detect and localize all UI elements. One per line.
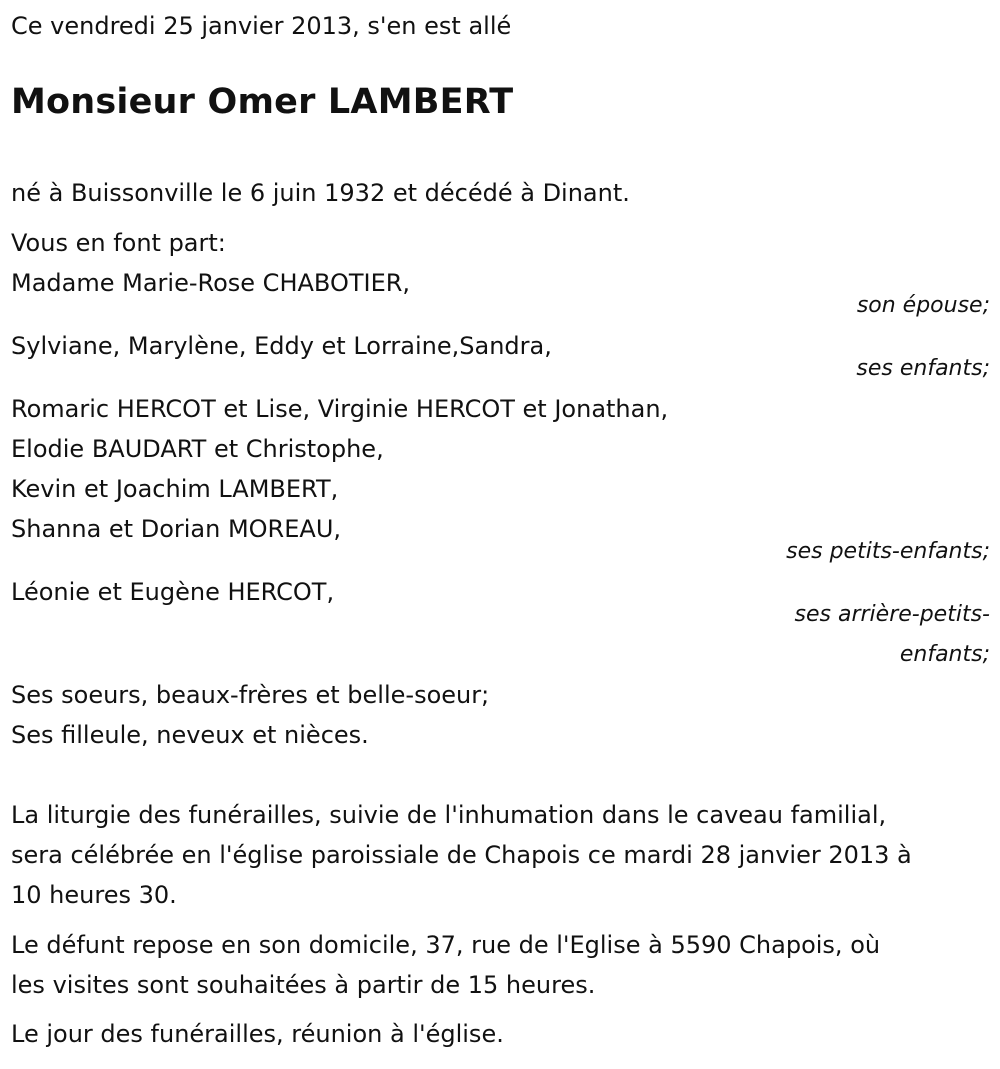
announce-text: Vous en font part: bbox=[11, 229, 226, 257]
spouse-relation-block bbox=[11, 286, 990, 326]
others-line: Ses soeurs, beaux-frères et belle-soeur; bbox=[11, 681, 490, 709]
funeral-line: sera célébrée en l'église paroissiale de Chapois ce mardi 28 janvier 2013 à bbox=[11, 841, 912, 869]
funeral-line: 10 heures 30. bbox=[11, 881, 177, 909]
meeting-text: Le jour des funérailles, réunion à l'église. bbox=[11, 1020, 504, 1048]
grandchildren-line: Shanna et Dorian MOREAU, bbox=[11, 515, 342, 543]
grandchildren-line: Elodie BAUDART et Christophe, bbox=[11, 435, 384, 463]
grandchildren-relation-block bbox=[11, 532, 990, 572]
great-grandchildren-names: Léonie et Eugène HERCOT, bbox=[11, 578, 335, 606]
rest-line: Le défunt repose en son domicile, 37, rue de l'Eglise à 5590 Chapois, où bbox=[11, 931, 881, 959]
children-relation: ses enfants; bbox=[856, 356, 990, 381]
others-section bbox=[11, 675, 990, 755]
great-grandchildren-relation-block bbox=[11, 595, 990, 675]
meeting-section bbox=[11, 1014, 990, 1054]
grandchildren-line: Kevin et Joachim LAMBERT, bbox=[11, 475, 339, 503]
birth-death-text: né à Buissonville le 6 juin 1932 et décédé à Dinant. bbox=[11, 179, 630, 207]
grandchildren-line: Romaric HERCOT et Lise, Virginie HERCOT et Jonathan, bbox=[11, 395, 669, 423]
spouse-names: Madame Marie-Rose CHABOTIER, bbox=[11, 269, 411, 297]
children-names: Sylviane, Marylène, Eddy et Lorraine,Sandra, bbox=[11, 332, 552, 360]
children-relation-block bbox=[11, 349, 990, 389]
grandchildren-relation: ses petits-enfants; bbox=[786, 539, 990, 564]
spouse-relation: son épouse; bbox=[856, 293, 990, 318]
rest-line: les visites sont souhaitées à partir de 15 heures. bbox=[11, 971, 596, 999]
others-line: Ses filleule, neveux et nièces. bbox=[11, 721, 369, 749]
intro-text: Ce vendredi 25 janvier 2013, s'en est allé bbox=[11, 12, 512, 40]
birth-death-section bbox=[11, 173, 990, 213]
grandchildren-section bbox=[11, 389, 990, 549]
funeral-line: La liturgie des funérailles, suivie de l'inhumation dans le caveau familial, bbox=[11, 801, 887, 829]
deceased-name: Monsieur Omer LAMBERT bbox=[11, 82, 514, 122]
funeral-section bbox=[11, 795, 990, 915]
great-grandchildren-relation-line2: enfants; bbox=[899, 642, 990, 667]
great-grandchildren-relation-line1: ses arrière-petits- bbox=[794, 602, 990, 627]
rest-section bbox=[11, 925, 990, 1005]
